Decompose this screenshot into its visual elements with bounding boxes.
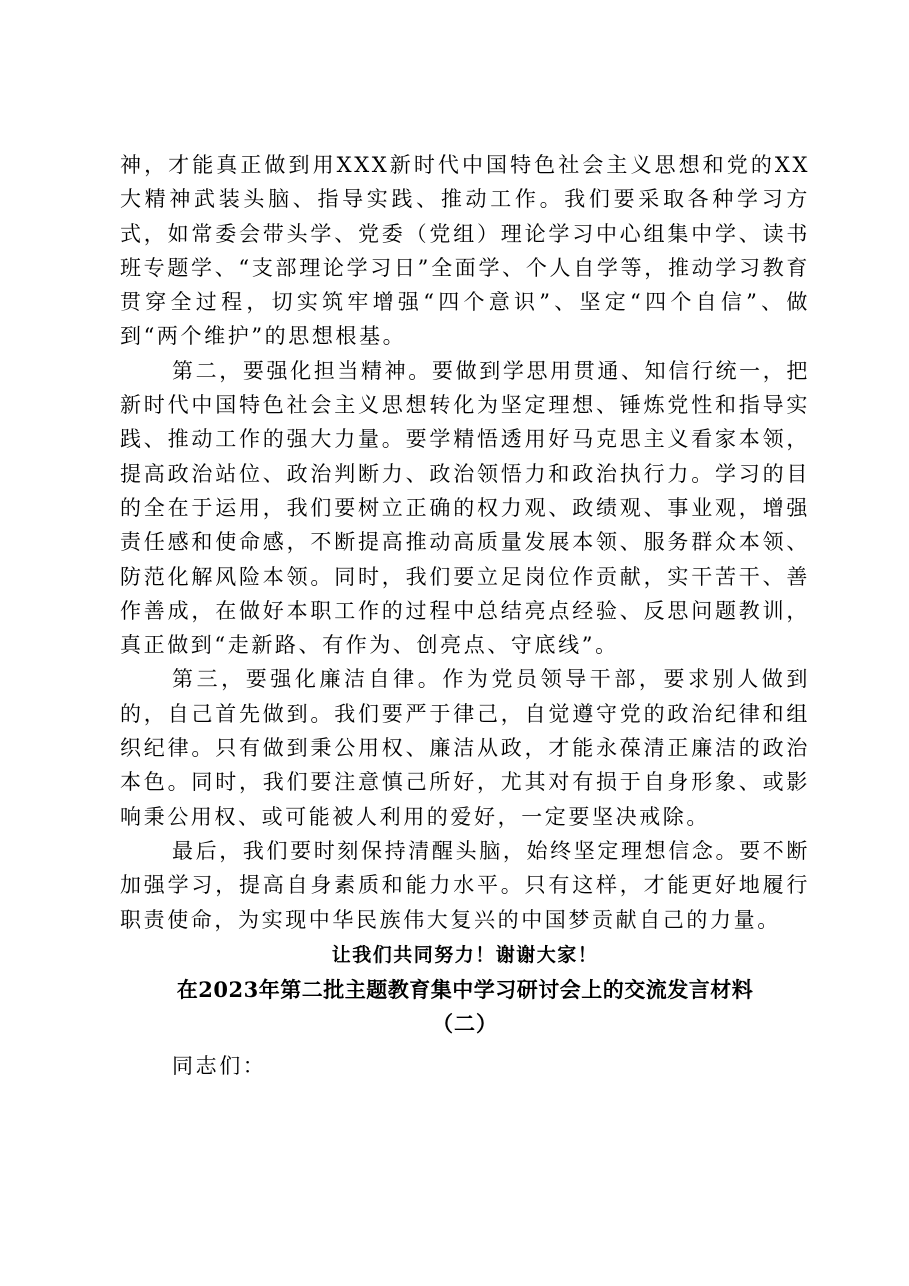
paragraph-second-point: 第二，要强化担当精神。要做到学思用贯通、知信行统一，把新时代中国特色社会主义思想转化为坚定理想、锤炼党性和指导实践、推动工作的强大力量。要学精悟透用好马克思主义看家本领，提高政治站位、政治判断力、政治领悟力和政治执行力。学习的目的全在于运用，我们要树立正确的权力观、政绩观、事业观，增强责任感和使命感，不断提高推动高质量发展本领、服务群众本领、防范化解风险本领。同时，我们要立足岗位作贡献，实干苦干、善作善成，在做好本职工作的过程中总结亮点经验、反思问题教训，真正做到“走新路、有作为、创亮点、守底线”。 bbox=[120, 358, 810, 658]
paragraph-conclusion: 最后，我们要时刻保持清醒头脑，始终坚定理想信念。要不断加强学习，提高自身素质和能力水平。只有这样，才能更好地履行职责使命，为实现中华民族伟大复兴的中国梦贡献自己的力量。 bbox=[120, 838, 810, 932]
section-title: 在2023年第二批主题教育集中学习研讨会上的交流发言材料 bbox=[176, 976, 754, 1002]
paragraph-third-point: 第三，要强化廉洁自律。作为党员领导干部，要求别人做到的，自己首先做到。我们要严于律己，自觉遵守党的政治纪律和组织纪律。只有做到秉公用权、廉洁从政，才能永葆清正廉洁的政治本色。同时，我们要注意慎己所好，尤其对有损于自身形象、或影响秉公用权、或可能被人利用的爱好，一定要坚决戒除。 bbox=[120, 667, 810, 829]
salutation: 同志们： bbox=[172, 1053, 267, 1078]
section-subtitle: （二） bbox=[432, 1010, 498, 1036]
document-body bbox=[120, 148, 810, 1083]
paragraph-continuation: 神，才能真正做到用XXX新时代中国特色社会主义思想和党的XX大精神武装头脑、指导实践、推动工作。我们要采取各种学习方式，如常委会带头学、党委（党组）理论学习中心组集中学、读书班专题学、“支部理论学习日”全面学、个人自学等，推动学习教育贯穿全过程，切实筑牢增强“四个意识”、坚定“四个自信”、做到“两个维护”的思想根基。 bbox=[120, 153, 810, 349]
closing-line: 让我们共同努力！谢谢大家！ bbox=[331, 943, 599, 966]
